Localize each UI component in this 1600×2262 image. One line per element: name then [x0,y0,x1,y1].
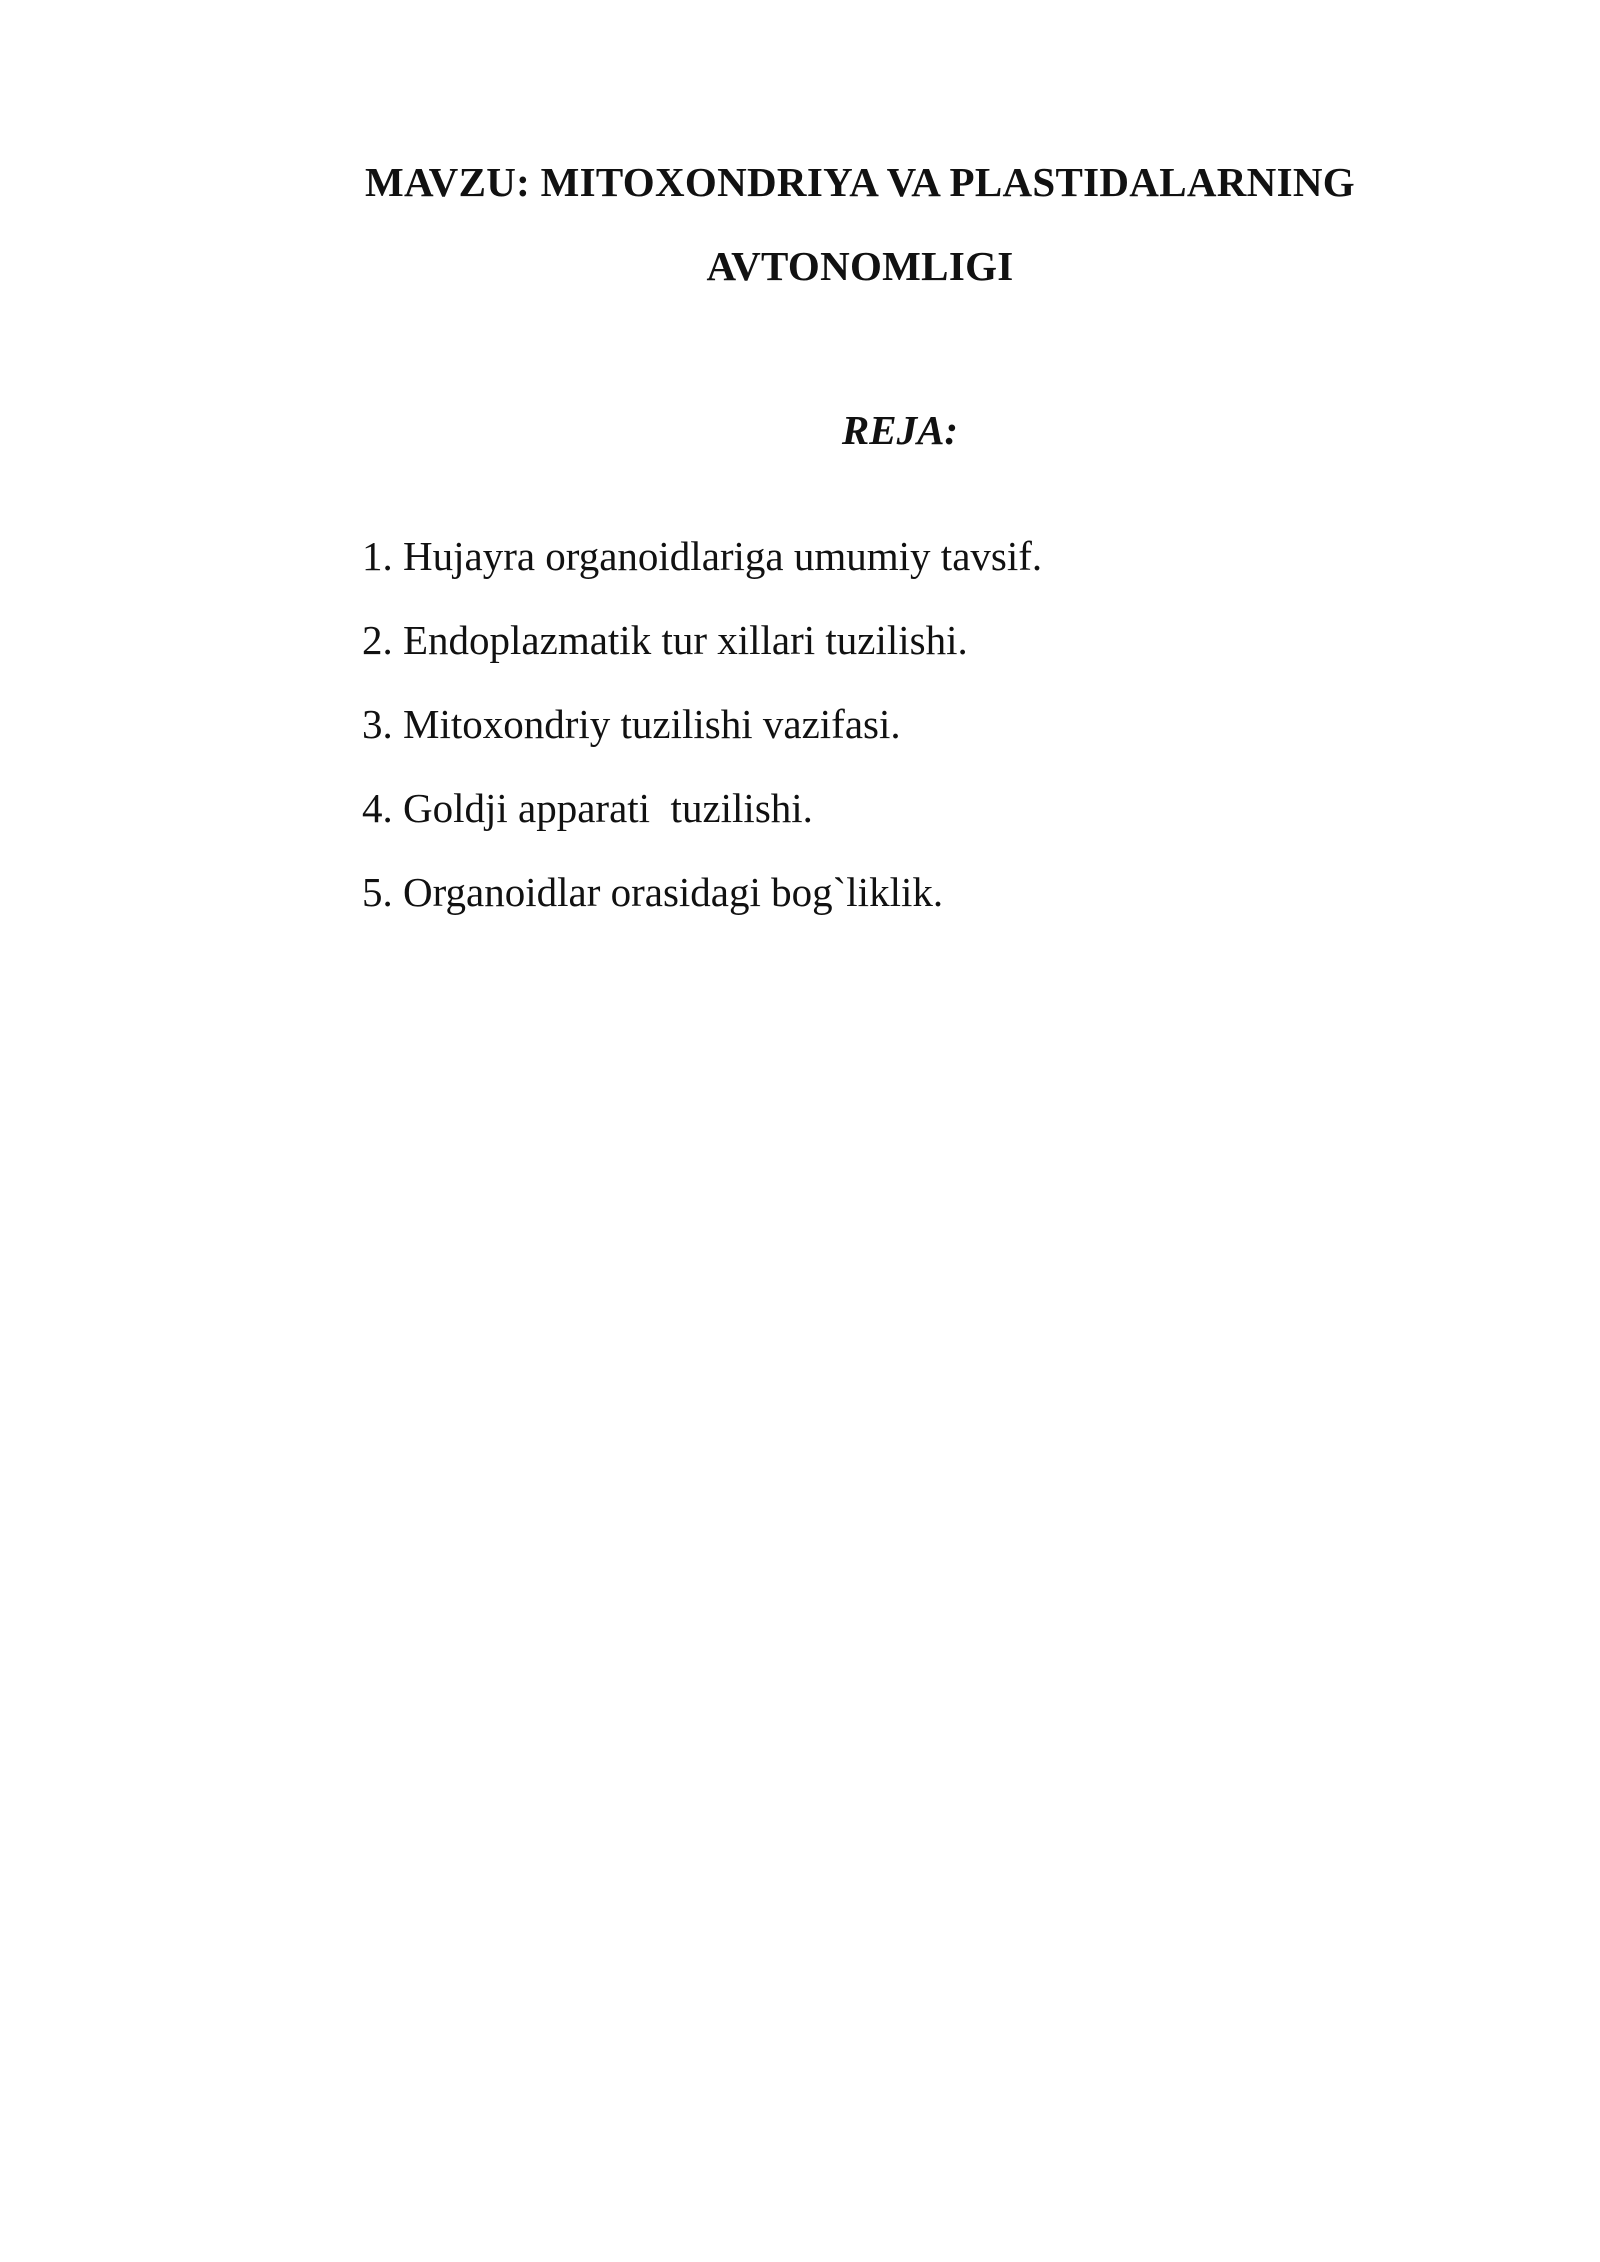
plan-list [362,514,1042,934]
plan-item: 2. Endoplazmatik tur xillari tuzilishi. [362,617,968,663]
title-line-1: MAVZU: MITOXONDRIYA VA PLASTIDALARNING [365,159,1355,205]
document-title [250,140,1470,308]
plan-heading: REJA: [841,407,959,453]
plan-item: 5. Organoidlar orasidagi bog`liklik. [362,869,944,915]
plan-item: 1. Hujayra organoidlariga umumiy tavsif. [362,533,1043,579]
plan-item: 3. Mitoxondriy tuzilishi vazifasi. [362,701,901,747]
plan-item: 4. Goldji apparati tuzilishi. [362,785,813,831]
title-line-2: AVTONOMLIGI [706,243,1014,289]
